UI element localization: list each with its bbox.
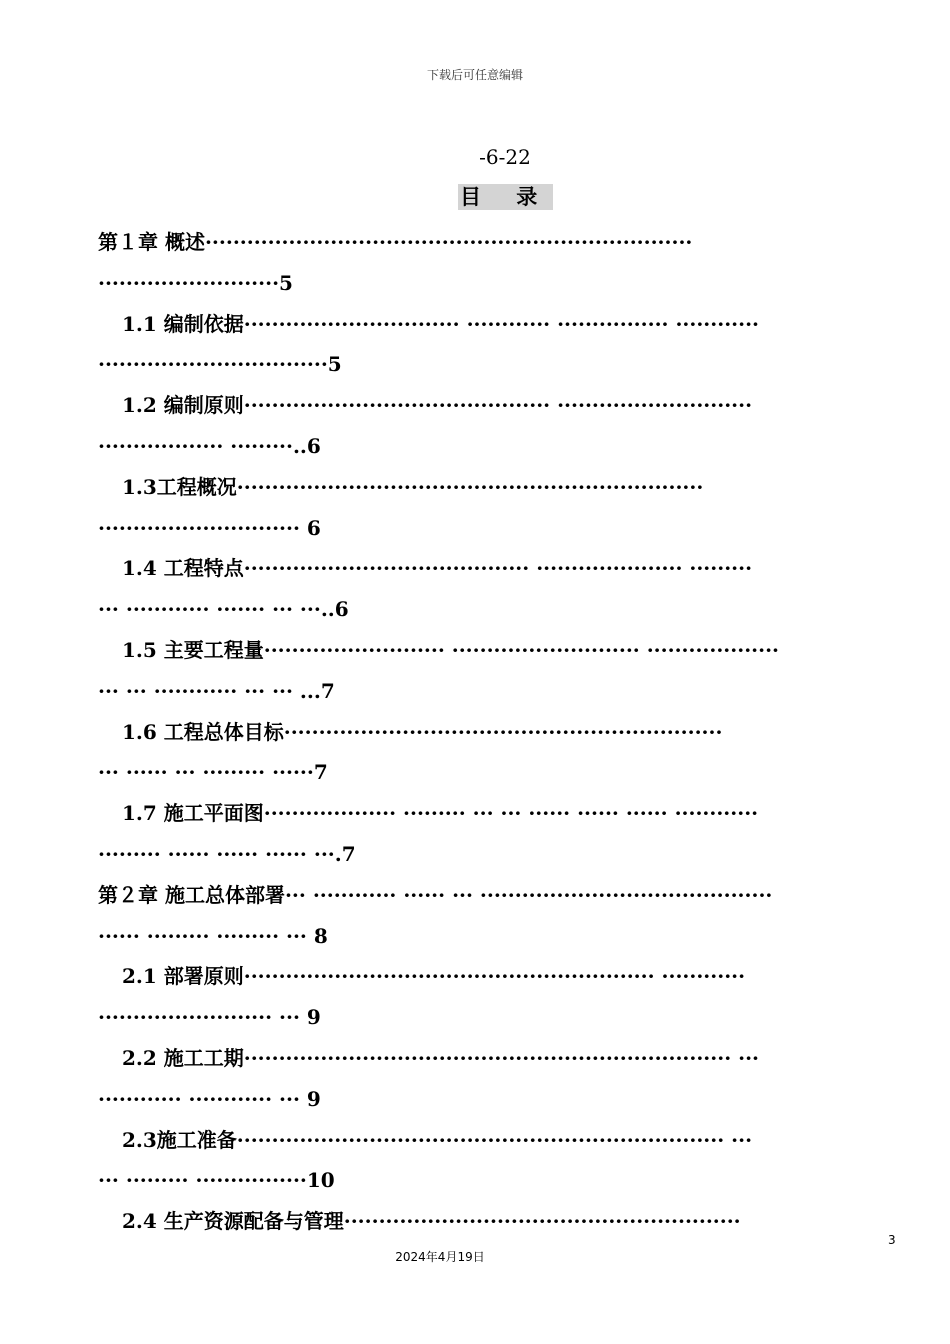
toc-entry-page-line: ······ ········· ········· ··· 8 xyxy=(98,923,328,948)
page-footer-date: 2024年4月19日 xyxy=(395,1250,485,1264)
page-number: 3 xyxy=(888,1233,896,1247)
toc-entry[interactable] xyxy=(98,1120,898,1202)
toc-entry-title-line: 1.7 施工平面图··················· ········· ··· ··· ······ ······ ······ ············ xyxy=(122,801,759,826)
toc-title: 目 录 xyxy=(460,184,552,209)
toc-entry-page-line: ··· ··· ············ ··· ··· ...7 xyxy=(98,678,335,703)
toc-entry[interactable] xyxy=(98,956,898,1038)
toc-entry[interactable] xyxy=(98,385,898,467)
toc-entry-title-line: 2.1 部署原则··························································· ············ xyxy=(122,964,746,989)
page-header: 下载后可任意编辑 xyxy=(426,68,523,82)
toc-entry[interactable] xyxy=(98,712,898,794)
toc-entry[interactable] xyxy=(98,1038,898,1120)
toc-entry-title-line: 1.6 工程总体目标······························································· xyxy=(122,719,723,744)
toc-entry[interactable] xyxy=(98,630,898,712)
toc-entry-page-line: ··· ········· ················10 xyxy=(98,1168,335,1193)
toc-entry-page-line: ········· ······ ······ ······ ···.7 xyxy=(98,841,356,866)
toc-entry[interactable] xyxy=(98,467,898,549)
toc-entry-page-line: ·················· ·········..6 xyxy=(98,433,321,458)
toc-entry-title-line: 1.1 编制依据······························· ············ ················ ············ xyxy=(122,311,760,336)
toc-entry-page-line: ··· ······ ··· ········· ······7 xyxy=(98,760,328,785)
toc-entry-title-line: 1.2 编制原则············································ ···························· xyxy=(122,393,753,418)
toc-entry[interactable] xyxy=(98,304,898,386)
toc-entry-title-line: 2.4 生产资源配备与管理························································· xyxy=(122,1209,741,1234)
toc-entry[interactable] xyxy=(98,793,898,875)
toc-entry-title-line: 第１章 概述······································································ xyxy=(98,230,693,254)
toc-entry-title-line: 1.3工程概况··································································· xyxy=(122,474,704,499)
table-of-contents xyxy=(98,222,898,1242)
toc-entry-page-line: ·································5 xyxy=(98,352,342,377)
toc-entry-title-line: 2.2 施工工期······································································ ··· xyxy=(122,1045,760,1070)
toc-entry[interactable] xyxy=(98,548,898,630)
toc-entry[interactable] xyxy=(98,875,898,957)
toc-entry-page-line: ························· ··· 9 xyxy=(98,1005,321,1030)
toc-entry-page-line: ··························5 xyxy=(98,270,293,295)
toc-entry[interactable] xyxy=(98,1201,898,1242)
toc-entry-page-line: ··· ············ ······· ··· ···..6 xyxy=(98,597,349,622)
toc-entry-title-line: 2.3施工准备······································································ ··· xyxy=(122,1127,753,1152)
date-code: -6-22 xyxy=(479,145,531,169)
toc-entry[interactable] xyxy=(98,222,898,304)
toc-entry-title-line: 第２章 施工总体部署··· ············ ······ ··· ·········································· xyxy=(98,882,773,907)
toc-entry-title-line: 1.5 主要工程量·························· ··························· ··················· xyxy=(122,637,780,662)
toc-entry-page-line: ············ ············ ··· 9 xyxy=(98,1086,321,1111)
toc-entry-title-line: 1.4 工程特点········································· ····················· ········· xyxy=(122,556,753,581)
toc-entry-page-line: ····························· 6 xyxy=(98,515,321,540)
